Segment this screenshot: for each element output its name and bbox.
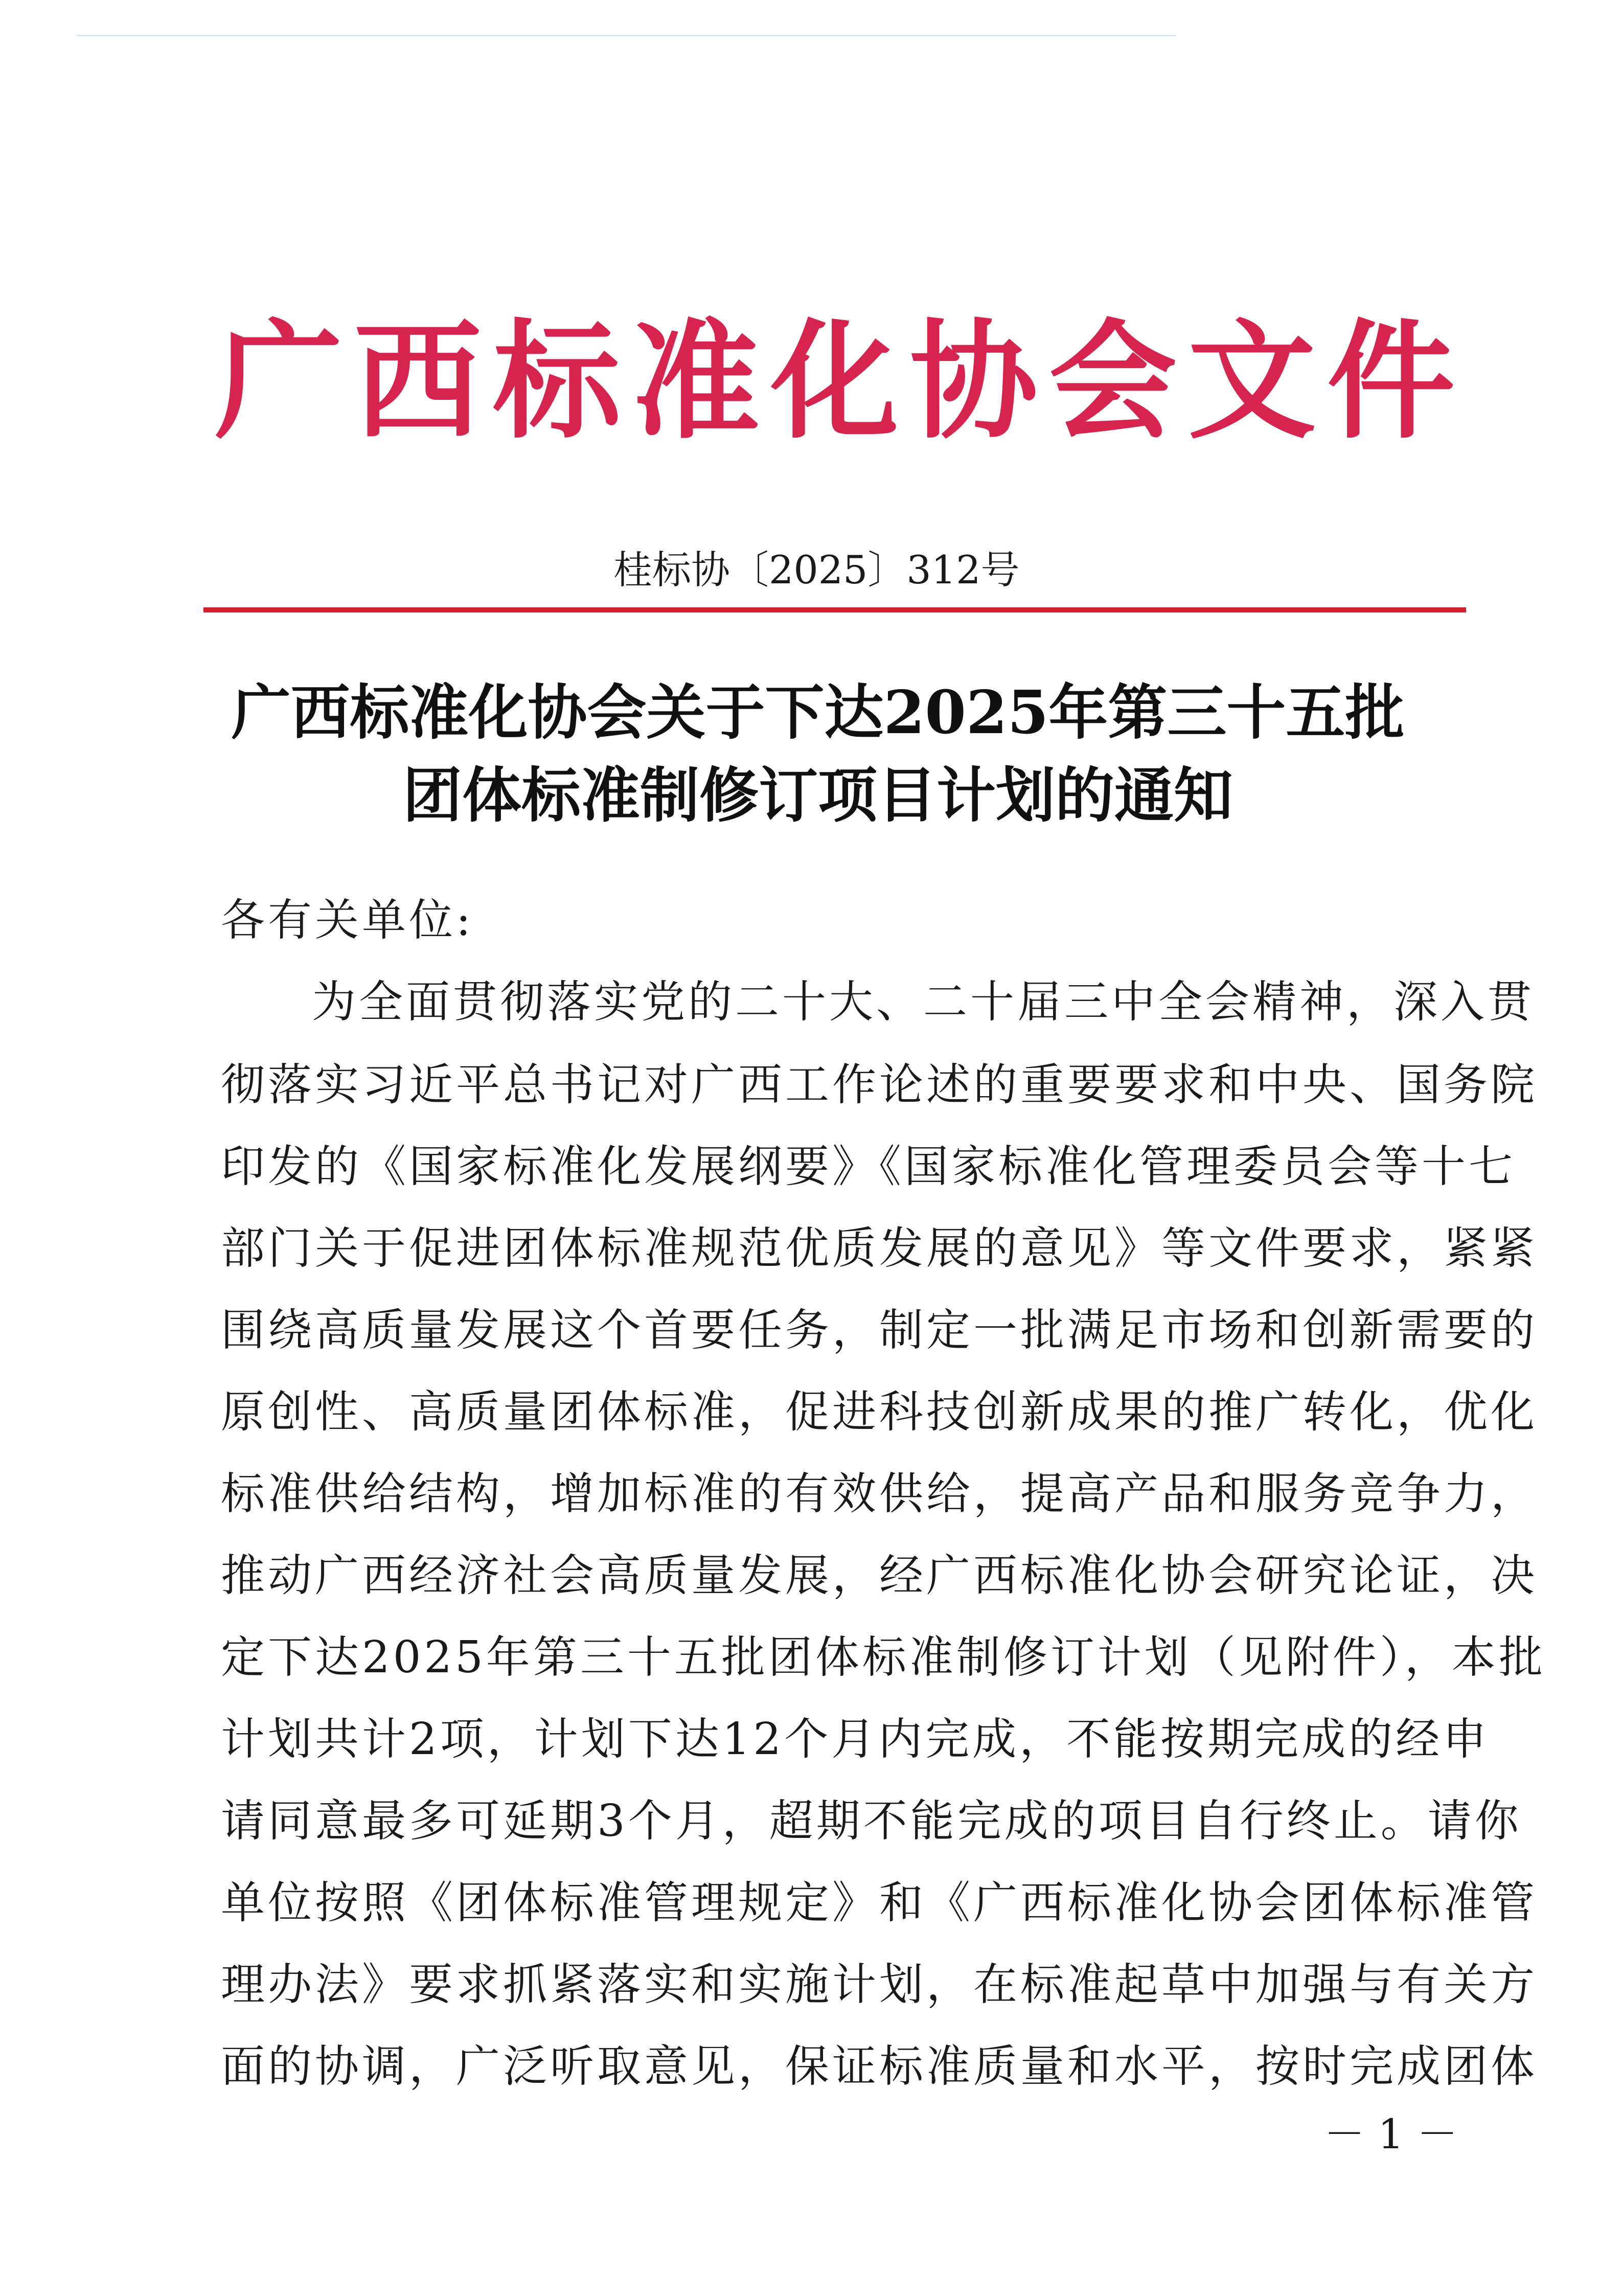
body-line: 计划共计2项，计划下达12个月内完成，不能按期完成的经申 bbox=[221, 1714, 1490, 1765]
body-line: 单位按照《团体标准管理规定》和《广西标准化协会团体标准管 bbox=[221, 1877, 1538, 1928]
body-line: 原创性、高质量团体标准，促进科技创新成果的推广转化，优化 bbox=[221, 1386, 1538, 1438]
body-line: 标准供给结构，增加标准的有效供给，提高产品和服务竞争力， bbox=[221, 1468, 1538, 1519]
notice-title-line-1: 广西标准化协会关于下达2025年第三十五批 bbox=[231, 678, 1405, 747]
body-line: 为全面贯彻落实党的二十大、二十届三中全会精神，深入贯 bbox=[312, 976, 1535, 1028]
page-number: － 1 － bbox=[1324, 2110, 1458, 2158]
notice-title-line-2: 团体标准制修订项目计划的通知 bbox=[403, 761, 1233, 830]
document-number: 桂标协〔2025〕312号 bbox=[613, 547, 1020, 593]
body-line: 围绕高质量发展这个首要任务，制定一批满足市场和创新需要的 bbox=[221, 1305, 1538, 1356]
body-line: 部门关于促进团体标准规范优质发展的意见》等文件要求，紧紧 bbox=[221, 1223, 1538, 1274]
body-line: 面的协调，广泛听取意见，保证标准质量和水平，按时完成团体 bbox=[221, 2041, 1538, 2092]
body-line: 彻落实习近平总书记对广西工作论述的重要要求和中央、国务院 bbox=[221, 1059, 1538, 1110]
salutation: 各有关单位: bbox=[221, 895, 474, 946]
body-line: 定下达2025年第三十五批团体标准制修订计划（见附件），本批 bbox=[221, 1632, 1546, 1683]
document-header-title: 广西标准化协会文件 bbox=[215, 306, 1466, 456]
body-line: 印发的《国家标准化发展纲要》《国家标准化管理委员会等十七 bbox=[221, 1141, 1516, 1192]
top-scan-line bbox=[77, 35, 1176, 36]
body-line: 理办法》要求抓紧落实和实施计划，在标准起草中加强与有关方 bbox=[221, 1959, 1538, 2010]
body-line: 请同意最多可延期3个月，超期不能完成的项目自行终止。请你 bbox=[221, 1795, 1522, 1847]
body-line: 推动广西经济社会高质量发展，经广西标准化协会研究论证，决 bbox=[221, 1550, 1538, 1601]
red-separator-rule bbox=[203, 607, 1466, 612]
